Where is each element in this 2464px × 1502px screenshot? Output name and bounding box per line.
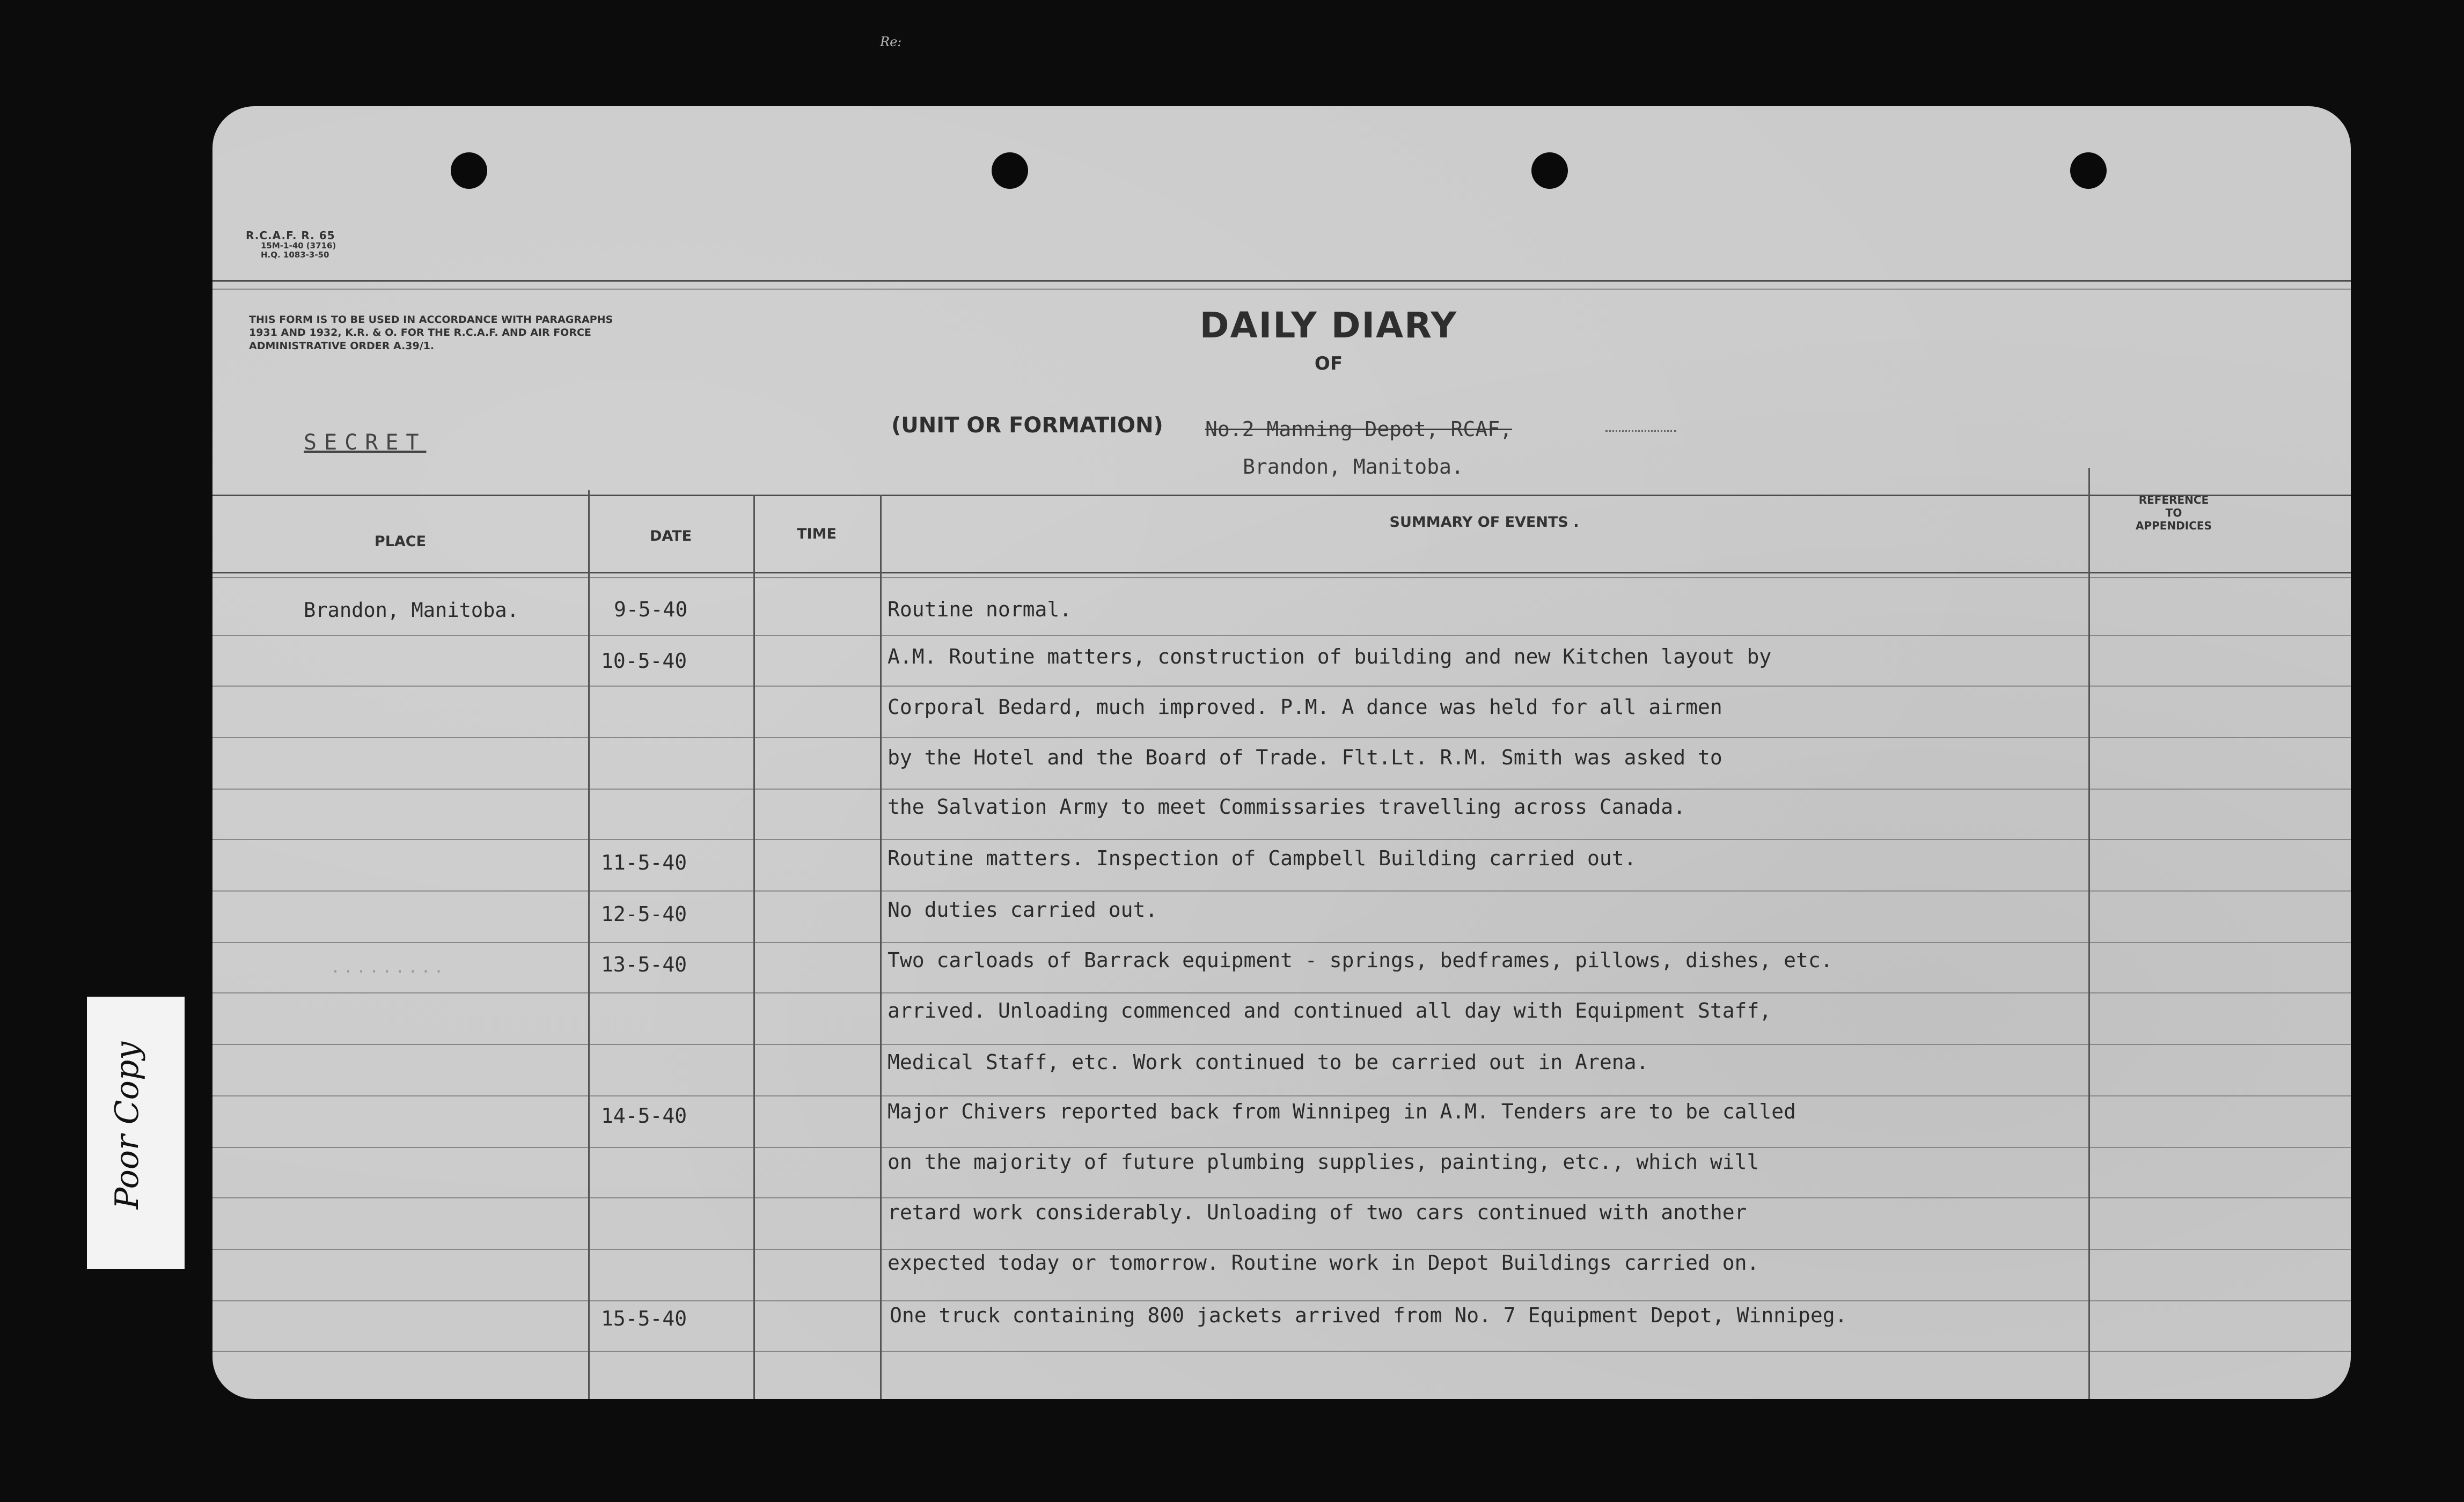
- table-header-rule: [212, 577, 2351, 578]
- rule-line: [212, 280, 2351, 282]
- row-line: [212, 1095, 2351, 1096]
- unit-name: No.2 Manning Depot, RCAF,: [1205, 417, 1512, 441]
- row-line: [212, 992, 2351, 993]
- table-top-rule: [212, 495, 2351, 496]
- dotted-leader: [1605, 430, 1676, 432]
- entry-date: 15-5-40: [601, 1307, 687, 1330]
- form-code: R.C.A.F. R. 65 15M-1-40 (3716) H.Q. 1083-3-50: [246, 229, 336, 260]
- binder-hole: [1531, 152, 1568, 189]
- row-line: [212, 890, 2351, 892]
- entry-date: 12-5-40: [601, 902, 687, 926]
- row-line: [212, 1147, 2351, 1148]
- row-line: [212, 635, 2351, 636]
- row-line: [212, 686, 2351, 687]
- summary-line: Two carloads of Barrack equipment - springs, bedframes, pillows, dishes, etc.: [888, 948, 1833, 972]
- header-time: TIME: [797, 526, 837, 542]
- summary-line: A.M. Routine matters, construction of building and new Kitchen layout by: [888, 645, 1772, 668]
- column-divider: [588, 490, 590, 1399]
- summary-line: Medical Staff, etc. Work continued to be carried out in Arena.: [888, 1050, 1649, 1074]
- row-line: [212, 737, 2351, 738]
- poor-copy-label: [87, 997, 185, 1269]
- summary-line: the Salvation Army to meet Commissaries travelling across Canada.: [888, 795, 1686, 819]
- header-place: PLACE: [374, 533, 427, 550]
- summary-line: Major Chivers reported back from Winnipeg in A.M. Tenders are to be called: [888, 1100, 1796, 1123]
- form-title-of: OF: [1314, 353, 1343, 374]
- binder-hole: [2070, 152, 2107, 189]
- summary-line: No duties carried out.: [888, 898, 1158, 922]
- row-line: [212, 1197, 2351, 1198]
- summary-line: by the Hotel and the Board of Trade. Flt.Lt. R.M. Smith was asked to: [888, 746, 1722, 769]
- summary-line: Routine normal.: [888, 598, 1072, 621]
- table-header-rule: [212, 572, 2351, 573]
- summary-line: arrived. Unloading commenced and continued all day with Equipment Staff,: [888, 999, 1772, 1022]
- summary-line: One truck containing 800 jackets arrived from No. 7 Equipment Depot, Winnipeg.: [890, 1304, 1847, 1327]
- summary-line: expected today or tomorrow. Routine work in Depot Buildings carried on.: [888, 1251, 1759, 1275]
- binder-hole: [451, 152, 487, 189]
- row-line: [212, 789, 2351, 790]
- entry-date: 11-5-40: [601, 851, 687, 874]
- classification-stamp: SECRET: [304, 430, 427, 455]
- form-instruction-note: THIS FORM IS TO BE USED IN ACCORDANCE WITH PARAGRAPHS 1931 AND 1932, K.R. & O. FOR THE R.C.A.F. AND AIR FORCE ADMINISTRATIVE ORDER A.39/1.: [249, 314, 613, 352]
- row-line: [212, 1351, 2351, 1352]
- row-line: [212, 1249, 2351, 1250]
- row-line: [212, 1044, 2351, 1045]
- entry-date: 13-5-40: [601, 953, 687, 976]
- summary-line: Routine matters. Inspection of Campbell Building carried out.: [888, 846, 1637, 870]
- entry-date: 10-5-40: [601, 649, 687, 673]
- row-line: [212, 942, 2351, 943]
- place-entry: Brandon, Manitoba.: [304, 599, 519, 622]
- column-divider: [880, 495, 882, 1399]
- header-reference: REFERENCE TO APPENDICES: [2136, 494, 2212, 532]
- header-date: DATE: [649, 528, 692, 544]
- faint-dots: .........: [331, 958, 447, 977]
- summary-line: retard work considerably. Unloading of two cars continued with another: [888, 1201, 1747, 1224]
- column-divider: [753, 495, 755, 1399]
- row-line: [212, 839, 2351, 840]
- summary-line: on the majority of future plumbing supplies, painting, etc., which will: [888, 1150, 1759, 1174]
- summary-line: Corporal Bedard, much improved. P.M. A dance was held for all airmen: [888, 695, 1722, 719]
- scan-mark: Re:: [880, 34, 902, 49]
- binder-hole: [992, 152, 1028, 189]
- entry-date: 9-5-40: [614, 598, 688, 621]
- rule-line: [212, 289, 2351, 290]
- unit-label: (UNIT OR FORMATION): [891, 413, 1163, 438]
- diary-page: [212, 106, 2351, 1399]
- header-summary: SUMMARY OF EVENTS .: [1389, 514, 1579, 531]
- column-divider: [2088, 468, 2090, 1399]
- form-title: DAILY DIARY: [1199, 305, 1458, 346]
- entry-date: 14-5-40: [601, 1104, 687, 1128]
- row-line: [212, 1300, 2351, 1301]
- poor-copy-text: Poor Copy: [108, 1041, 146, 1210]
- unit-location: Brandon, Manitoba.: [1243, 455, 1464, 478]
